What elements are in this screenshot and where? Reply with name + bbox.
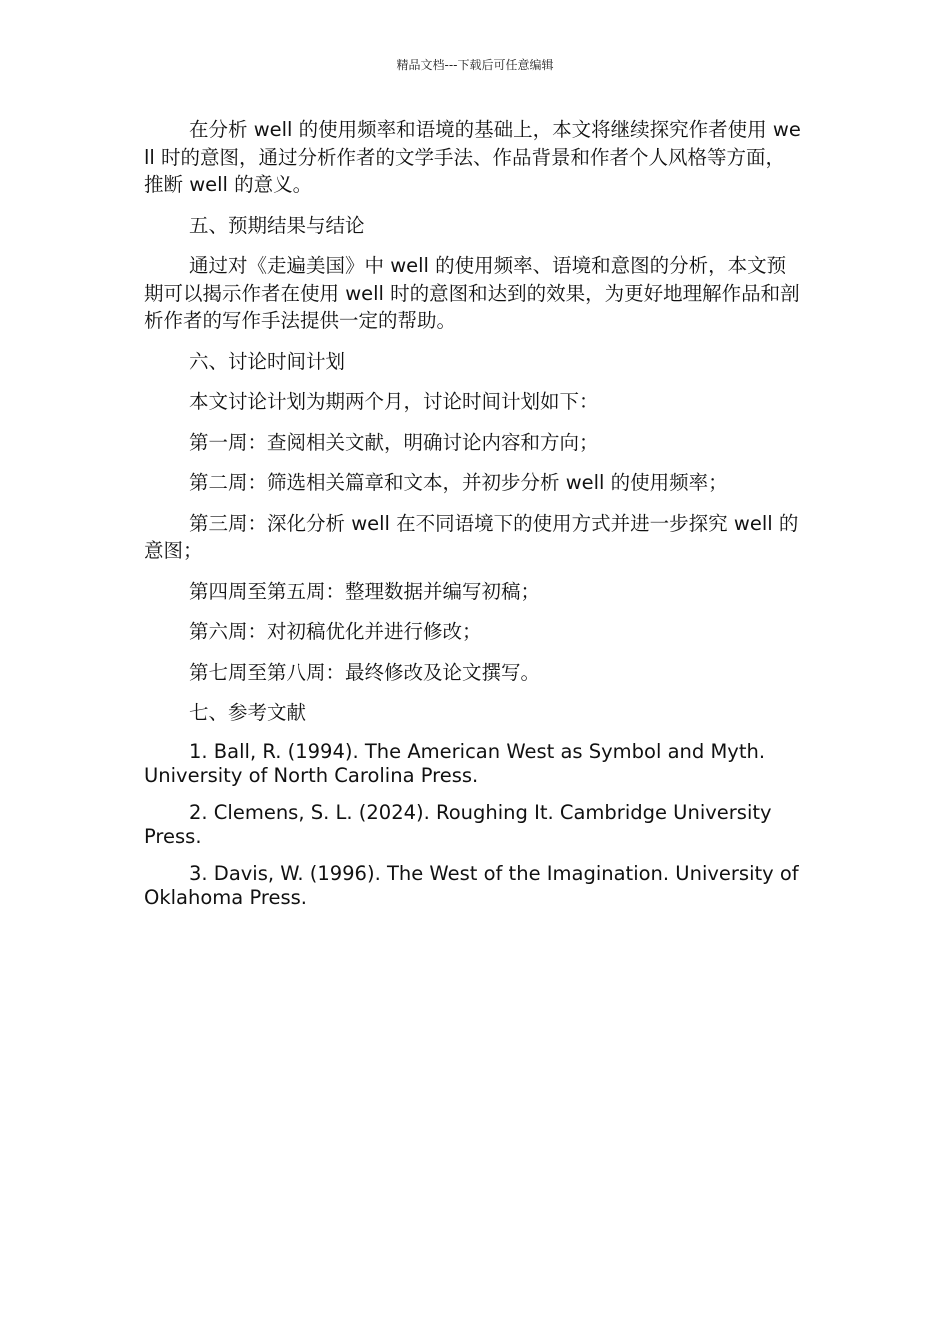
reference-item: 2. Clemens, S. L. (2024). Roughing It. Cambridge University Press. (144, 800, 772, 848)
schedule-item-week-1: 第一周：查阅相关文献，明确讨论内容和方向； (189, 430, 599, 454)
section-heading-references: 七、参考文献 (189, 701, 307, 724)
paragraph-schedule-intro: 本文讨论计划为期两个月，讨论时间计划如下： (189, 390, 599, 413)
page-header: 精品文档---下载后可任意编辑 (396, 58, 554, 72)
reference-item: 1. Ball, R. (1994). The American West as Symbol and Myth. University of North Carolina Press. (144, 739, 766, 787)
schedule-item-week-4-5: 第四周至第五周：整理数据并编写初稿； (189, 579, 541, 603)
section-heading-expected-results: 五、预期结果与结论 (189, 213, 365, 237)
reference-list (144, 740, 804, 911)
paragraph-analysis-intent: 在分析 well 的使用频率和语境的基础上，本文将继续探究作者使用 well 时的意图，通过分析作者的文学手法、作品背景和作者个人风格等方面，推断 well 的意义。 (144, 118, 801, 196)
schedule-item-week-3: 第三周：深化分析 well 在不同语境下的使用方式并进一步探究 well 的意图； (144, 511, 799, 562)
reference-item: 3. Davis, W. (1996). The West of the Imagination. University of Oklahoma Press. (144, 861, 799, 909)
paragraph-expected-results: 通过对《走遍美国》中 well 的使用频率、语境和意图的分析，本文预期可以揭示作者在使用 well 时的意图和达到的效果，为更好地理解作品和剖析作者的写作手法提供一定的帮助。 (144, 254, 800, 332)
schedule-item-week-7-8: 第七周至第八周：最终修改及论文撰写。 (189, 660, 541, 684)
schedule-item-week-2: 第二周：筛选相关篇章和文本，并初步分析 well 的使用频率； (189, 471, 728, 494)
schedule-item-week-6: 第六周：对初稿优化并进行修改； (189, 620, 482, 643)
document-body (144, 116, 804, 923)
section-heading-schedule: 六、讨论时间计划 (189, 349, 346, 373)
